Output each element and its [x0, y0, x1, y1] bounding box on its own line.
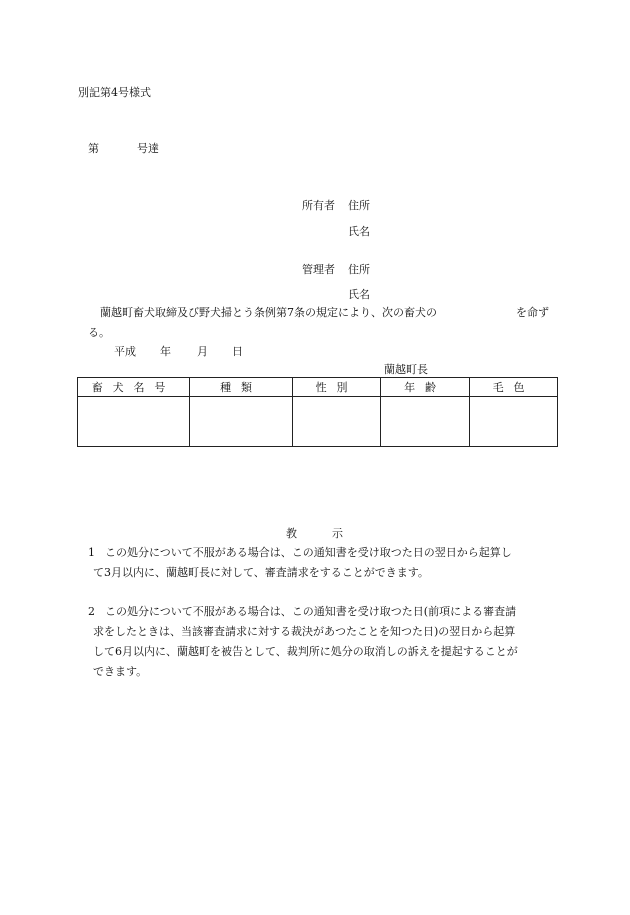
manager-address-label: 住所 [348, 263, 370, 276]
notice-title-first: 教 [286, 527, 298, 540]
notice-title-second: 示 [332, 527, 343, 540]
column-header-breed: 種類 [190, 378, 293, 397]
owner-name-label: 氏名 [348, 225, 370, 238]
notice-item-2-line-2: 求をしたときは、当該審査請求に対する裁決があつたことを知つた日)の翌日から起算 [93, 625, 516, 638]
date-day: 日 [232, 345, 243, 358]
date-era: 平成 [114, 345, 136, 358]
table-cell-age [381, 397, 470, 447]
owner-label: 所有者 [302, 199, 335, 212]
notice-item-2-number: 2 [88, 605, 95, 618]
notice-item-1 [88, 543, 512, 583]
form-label: 別記第4号様式 [78, 86, 151, 99]
table-cell-breed [190, 397, 293, 447]
manager-label: 管理者 [302, 263, 335, 276]
order-text-line-2: る。 [88, 326, 110, 339]
order-text-line-1: 蘭越町畜犬取締及び野犬掃とう条例第7条の規定により、次の畜犬の [100, 306, 437, 319]
column-header-sex: 性別 [293, 378, 381, 397]
table-header-row [78, 378, 558, 397]
date-year: 年 [160, 345, 171, 358]
notice-item-1-line-2: て3月以内に、蘭越町長に対して、審査請求をすることができます。 [93, 566, 429, 579]
column-header-dog-name: 畜犬名号 [78, 378, 190, 397]
notice-item-1-line-1: この処分について不服がある場合は、この通知書を受け取つた日の翌日から起算し [105, 546, 512, 559]
manager-name-label: 氏名 [348, 288, 370, 301]
dog-info-table [77, 377, 558, 447]
document-number-suffix: 号達 [137, 142, 159, 155]
column-header-coat-color: 毛色 [470, 378, 558, 397]
order-text-line-1-end: を命ず [516, 306, 549, 319]
notice-item-2 [88, 602, 518, 682]
table-cell-coat-color [470, 397, 558, 447]
table-cell-sex [293, 397, 381, 447]
notice-item-1-number: 1 [88, 546, 95, 559]
owner-address-label: 住所 [348, 199, 370, 212]
table-cell-dog-name [78, 397, 190, 447]
notice-item-2-line-3: して6月以内に、蘭越町を被告として、裁判所に処分の取消しの訴えを提起することが [93, 645, 518, 658]
notice-item-2-line-1: この処分について不服がある場合は、この通知書を受け取つた日(前項による審査請 [105, 605, 517, 618]
notice-item-2-line-4: できます。 [93, 665, 148, 678]
date-month: 月 [197, 345, 208, 358]
table-row [78, 397, 558, 447]
document-number-prefix: 第 [88, 142, 99, 155]
column-header-age: 年齢 [381, 378, 470, 397]
issuer-name: 蘭越町長 [384, 363, 428, 376]
